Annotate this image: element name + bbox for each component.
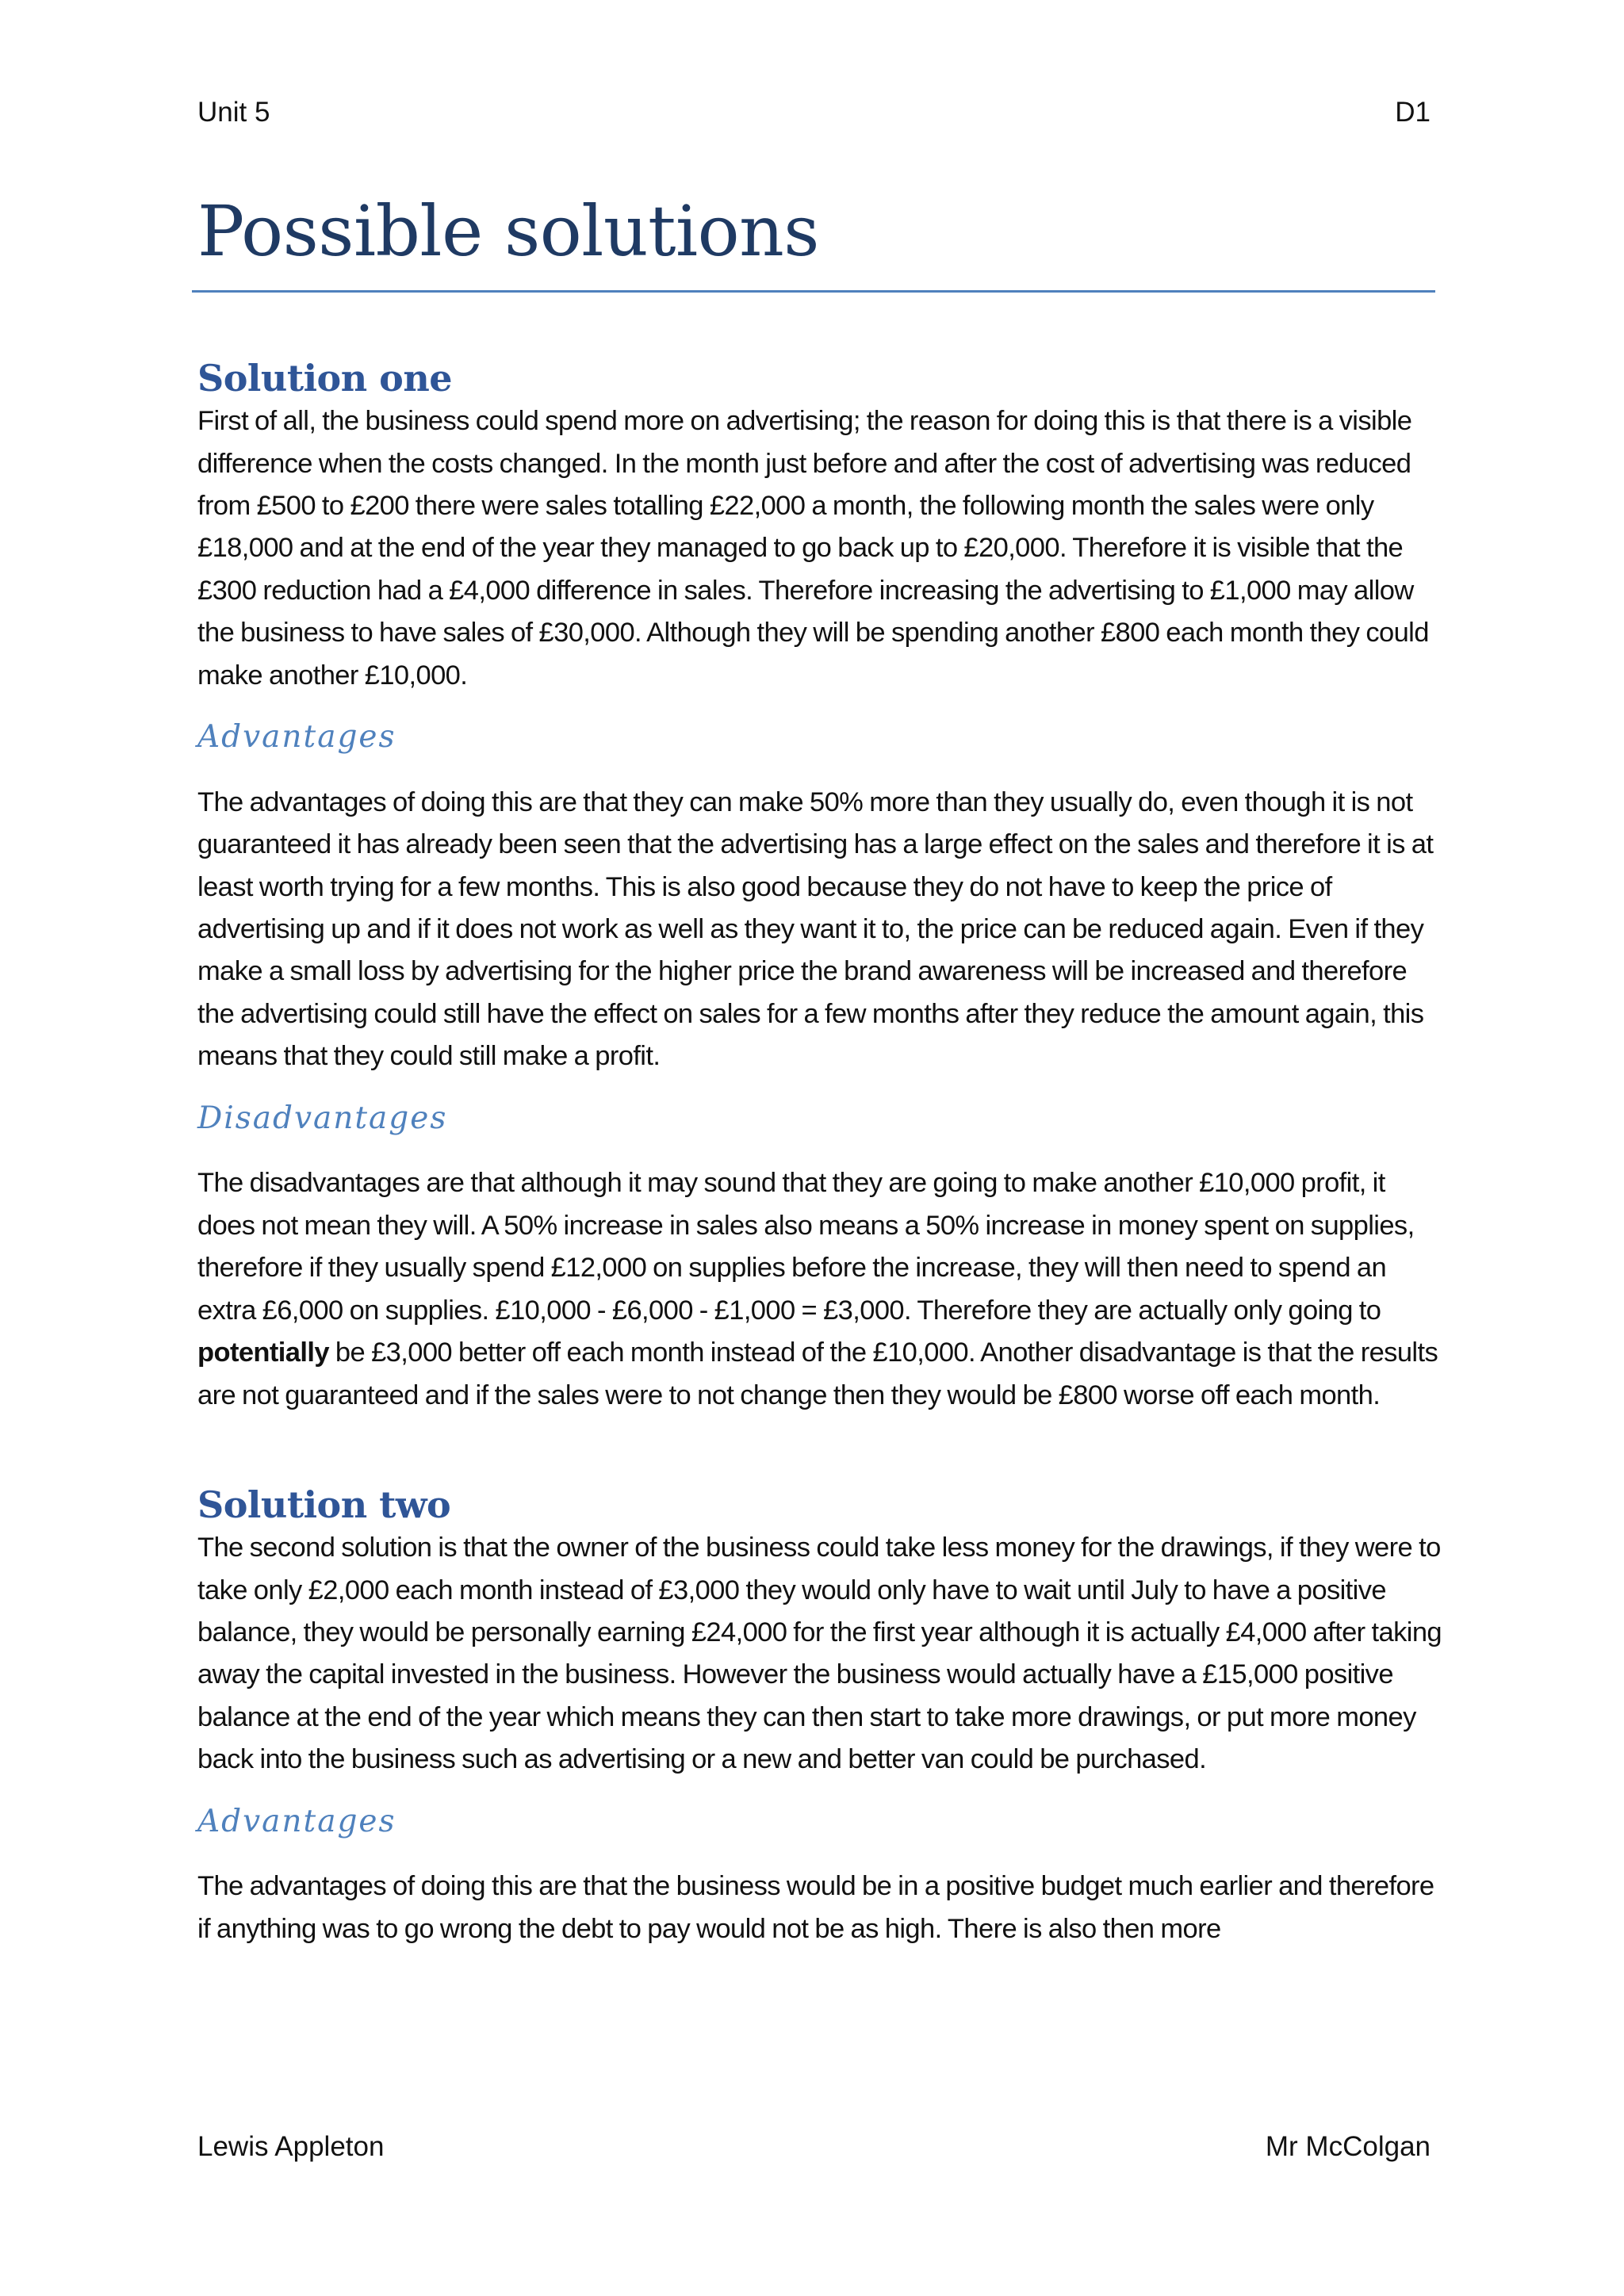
disadvantages-text-part1: The disadvantages are that although it may sound that they are going to make another £10,000 profit, it does not mean they will. A 50% increase in sales also means a 50% increase in money spent on supplies, therefore if they usually spend £12,000 on supplies before the increase, they will then need to spend an extra £6,000 on supplies. £10,000 - £6,000 - £1,000 = £3,000. Therefore they are actually only going to [197, 1168, 1415, 1326]
header-unit: Unit 5 [197, 97, 270, 128]
disadvantages-text-part2: be £3,000 better off each month instead of the £10,000. Another disadvantage is that the results are not guaranteed and if the sales were to not change then they would be £800 worse off each month. [197, 1337, 1438, 1410]
header-criterion: D1 [1395, 97, 1431, 128]
disadvantages-bold-word: potentially [197, 1337, 329, 1368]
page-title: Possible solutions [197, 190, 819, 272]
title-underline [192, 290, 1435, 293]
solution-one-heading: Solution one [197, 357, 453, 400]
footer-teacher: Mr McColgan [1265, 2131, 1431, 2162]
solution-two-advantages-text: The advantages of doing this are that the business would be in a positive budget much earlier and therefore if anything was to go wrong the debt to pay would not be as high. There is also then more [197, 1871, 1434, 1944]
footer-author: Lewis Appleton [197, 2131, 385, 2162]
solution-one-advantages-heading: Advantages [197, 719, 396, 756]
solution-two-advantages-heading: Advantages [197, 1803, 396, 1839]
solution-one-disadvantages-text [197, 1162, 1442, 1416]
solution-two-intro: The second solution is that the owner of the business could take less money for the drawings, if they were to take only £2,000 each month instead of £3,000 they would only have to wait until July to have a positive balance, they would be personally earning £24,000 for the first year although it is actually £4,000 after taking away the capital invested in the business. However the business would actually have a £15,000 positive balance at the end of the year which means they can then start to take more drawings, or put more money back into the business such as advertising or a new and better van could be purchased. [197, 1533, 1442, 1775]
document-body [197, 357, 1442, 1950]
solution-one-intro: First of all, the business could spend more on advertising; the reason for doing this is that there is a visible difference when the costs changed. In the month just before and after the cost of advertising was reduced from £500 to £200 there were sales totalling £22,000 a month, the following month the sales were only £18,000 and at the end of the year they managed to go back up to £20,000. Therefore it is visible that the £300 reduction had a £4,000 difference in sales. Therefore increasing the advertising to £1,000 may allow the business to have sales of £30,000. Although they will be spending another £800 each month they could make another £10,000. [197, 406, 1429, 691]
solution-two-heading: Solution two [197, 1483, 451, 1526]
solution-one-disadvantages-heading: Disadvantages [197, 1100, 448, 1136]
solution-one-advantages-text: The advantages of doing this are that they can make 50% more than they usually do, even though it is not guaranteed it has already been seen that the advertising has a large effect on the sales and therefore it is at least worth trying for a few months. This is also good because they do not have to keep the price of advertising up and if it does not work as well as they want it to, the price can be reduced again. Even if they make a small loss by advertising for the higher price the brand awareness will be increased and therefore the advertising could still have the effect on sales for a few months after they reduce the amount again, this means that they could still make a profit. [197, 786, 1434, 1072]
